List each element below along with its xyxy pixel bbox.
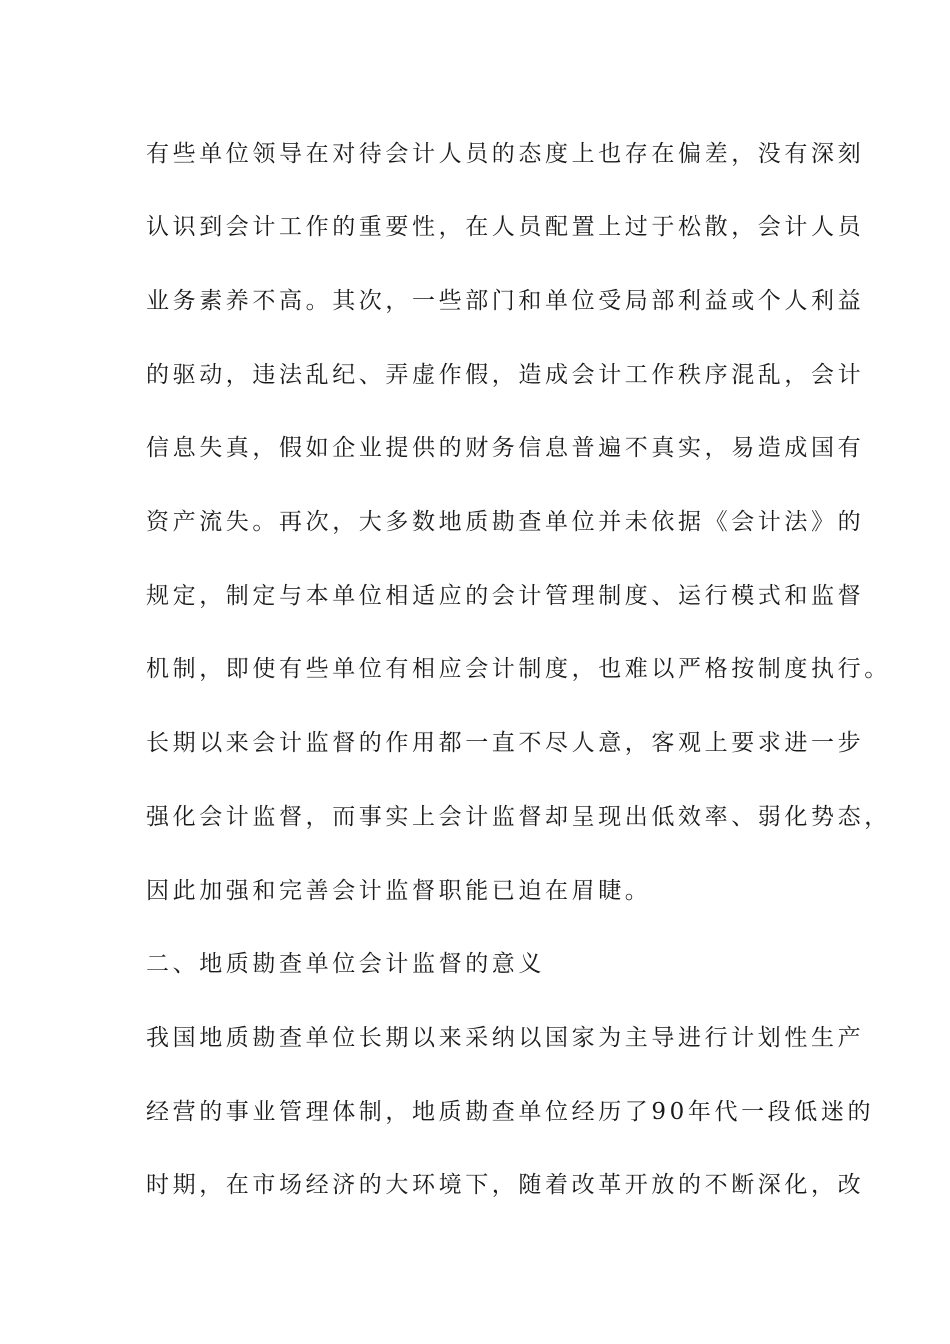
text-line: 经营的事业管理体制，地质勘查单位经历了90年代一段低迷的 — [146, 1099, 875, 1125]
text-line: 信息失真，假如企业提供的财务信息普遍不真实，易造成国有 — [146, 435, 865, 461]
text-line: 资产流失。再次，大多数地质勘查单位并未依据《会计法》的 — [146, 509, 865, 535]
text-line: 我国地质勘查单位长期以来采纳以国家为主导进行计划性生产 — [146, 1025, 865, 1051]
text-line: 的驱动，违法乱纪、弄虚作假，造成会计工作秩序混乱，会计 — [146, 362, 865, 388]
text-line: 规定，制定与本单位相适应的会计管理制度、运行模式和监督 — [146, 583, 865, 609]
text-line: 认识到会计工作的重要性，在人员配置上过于松散，会计人员 — [146, 214, 865, 240]
text-line: 有些单位领导在对待会计人员的态度上也存在偏差，没有深刻 — [146, 141, 865, 167]
text-line: 因此加强和完善会计监督职能已迫在眉睫。 — [146, 878, 652, 904]
text-line: 机制，即使有些单位有相应会计制度，也难以严格按制度执行。 — [146, 656, 891, 682]
section-heading: 二、地质勘查单位会计监督的意义 — [146, 951, 545, 977]
text-line: 业务素养不高。其次，一些部门和单位受局部利益或个人利益 — [146, 288, 865, 314]
text-line: 强化会计监督，而事实上会计监督却呈现出低效率、弱化势态， — [146, 804, 891, 830]
text-line: 长期以来会计监督的作用都一直不尽人意，客观上要求进一步 — [146, 730, 865, 756]
text-line: 时期，在市场经济的大环境下，随着改革开放的不断深化，改 — [146, 1172, 865, 1198]
